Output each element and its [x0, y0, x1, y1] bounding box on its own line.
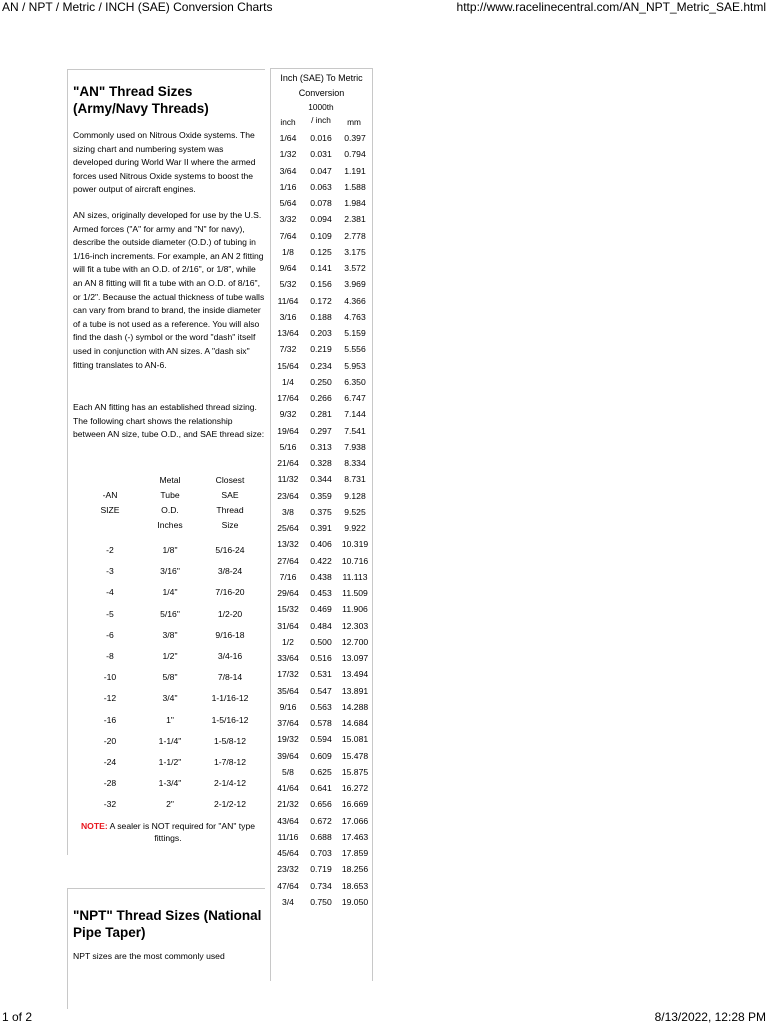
conversion-row [271, 426, 372, 442]
col-header-mm: mm [347, 117, 361, 127]
conversion-row [271, 409, 372, 425]
print-footer-datetime: 8/13/2022, 12:28 PM [654, 1010, 766, 1024]
fraction-cell: 27/64 [277, 555, 299, 566]
fraction-cell: 11/16 [277, 831, 299, 842]
tube-od-cell: 1-1/4" [158, 735, 182, 746]
sae-thread-cell: 7/16-20 [215, 587, 245, 598]
millimeter-cell: 12.303 [341, 620, 369, 631]
decimal-inch-cell: 0.141 [310, 263, 332, 273]
tube-od-cell: 5/16" [160, 608, 180, 619]
tube-od-cell: 1-3/4" [158, 778, 182, 789]
millimeter-cell: 11.906 [342, 604, 368, 615]
millimeter-cell: 4.366 [344, 295, 366, 306]
decimal-inch-cell: 0.750 [310, 896, 332, 907]
tube-od-cell: 1-1/2" [158, 757, 182, 767]
header-text: O.D. [161, 505, 179, 515]
decimal-inch-cell: 0.313 [310, 441, 332, 452]
decimal-inch-cell: 0.547 [310, 685, 332, 696]
fraction-cell: 3/16 [279, 311, 297, 322]
conversion-row [271, 783, 372, 799]
an-size-cell: -16 [103, 714, 117, 725]
millimeter-cell: 0.397 [344, 133, 366, 143]
millimeter-cell: 9.922 [344, 523, 366, 533]
millimeter-cell: 0.794 [344, 149, 366, 160]
thread-table-row [68, 587, 265, 608]
conversion-row [271, 556, 372, 572]
millimeter-cell: 15.875 [341, 766, 369, 777]
decimal-inch-cell: 0.328 [310, 458, 332, 468]
sae-thread-cell: 1-1/16-12 [211, 693, 249, 704]
col-header-thousandth [305, 101, 337, 127]
decimal-inch-cell: 0.625 [310, 766, 332, 777]
note-label: NOTE: [80, 821, 108, 831]
an-size-cell: -8 [106, 651, 114, 661]
fraction-cell: 33/64 [277, 653, 299, 663]
fraction-cell: 37/64 [277, 718, 299, 728]
conversion-row [271, 312, 372, 328]
header-text: Size [221, 520, 239, 530]
conversion-row [271, 361, 372, 377]
decimal-inch-cell: 0.563 [310, 701, 332, 712]
decimal-inch-cell: 0.406 [310, 539, 332, 550]
thread-table-row [68, 651, 265, 672]
conversion-row [271, 231, 372, 247]
fraction-cell: 31/64 [277, 620, 299, 631]
conversion-row [271, 751, 372, 767]
decimal-inch-cell: 0.031 [310, 149, 332, 160]
millimeter-cell: 13.891 [341, 685, 369, 696]
conversion-row [271, 799, 372, 815]
thread-table-row [68, 799, 265, 820]
decimal-inch-cell: 0.734 [310, 880, 332, 891]
millimeter-cell: 12.700 [341, 636, 369, 647]
conversion-row [271, 881, 372, 897]
tube-od-cell: 1/8" [162, 545, 178, 555]
an-sealer-note [73, 820, 263, 844]
fraction-cell: 13/32 [277, 539, 299, 550]
npt-section-title: "NPT" Thread Sizes (National Pipe Taper) [73, 908, 262, 940]
conversion-row [271, 214, 372, 230]
an-paragraph-3: Each AN fitting has an established thread sizing. The following chart shows the relationship between AN size, tube O.D., and SAE thread size: [73, 402, 265, 440]
fraction-cell: 41/64 [277, 783, 299, 793]
fraction-cell: 17/32 [277, 669, 299, 680]
millimeter-cell: 1.984 [344, 198, 366, 208]
conversion-row [271, 832, 372, 848]
an-size-cell: -32 [103, 799, 117, 810]
millimeter-cell: 14.288 [341, 701, 369, 712]
tube-od-cell: 3/4" [162, 693, 178, 704]
decimal-inch-cell: 0.672 [310, 815, 332, 826]
millimeter-cell: 11.509 [342, 588, 368, 598]
tube-od-header [148, 473, 192, 533]
millimeter-cell: 3.175 [344, 246, 366, 257]
conversion-row [271, 734, 372, 750]
fraction-cell: 5/16 [279, 441, 297, 452]
an-size-cell: -3 [106, 566, 114, 577]
an-size-cell: -5 [106, 608, 114, 619]
header-text: Closest [215, 475, 245, 485]
decimal-inch-cell: 0.656 [310, 799, 332, 810]
sae-thread-cell: 9/16-18 [215, 629, 245, 640]
decimal-inch-cell: 0.391 [310, 523, 332, 533]
decimal-inch-cell: 0.266 [310, 393, 332, 403]
conversion-row [271, 897, 372, 913]
millimeter-cell: 17.463 [341, 831, 369, 842]
an-size-cell: -2 [106, 545, 114, 555]
decimal-inch-cell: 0.250 [310, 376, 332, 387]
conversion-row [271, 588, 372, 604]
fraction-cell: 29/64 [277, 588, 299, 598]
fraction-cell: 3/4 [282, 896, 294, 907]
decimal-inch-cell: 0.234 [310, 360, 332, 371]
decimal-inch-cell: 0.609 [310, 750, 332, 761]
millimeter-cell: 18.256 [341, 864, 369, 875]
decimal-inch-cell: 0.703 [310, 848, 332, 858]
header-text: Inches [157, 520, 183, 530]
an-size-cell: -12 [103, 693, 117, 704]
conversion-row [271, 767, 372, 783]
an-size-cell: -6 [106, 629, 114, 640]
decimal-inch-cell: 0.359 [310, 490, 332, 501]
conversion-row [271, 507, 372, 523]
millimeter-cell: 16.272 [341, 783, 369, 793]
conversion-title-line: Inch (SAE) To Metric [280, 73, 363, 83]
fraction-cell: 1/32 [279, 149, 297, 160]
sae-thread-cell: 2-1/2-12 [213, 799, 246, 810]
millimeter-cell: 2.381 [344, 214, 366, 225]
fraction-cell: 11/32 [277, 474, 299, 485]
decimal-inch-cell: 0.516 [310, 653, 332, 663]
decimal-inch-cell: 0.016 [310, 133, 332, 143]
conversion-row [271, 166, 372, 182]
conversion-row [271, 491, 372, 507]
conversion-title-line: Conversion [298, 88, 345, 98]
decimal-inch-cell: 0.109 [310, 230, 332, 241]
millimeter-cell: 15.478 [341, 750, 369, 761]
decimal-inch-cell: 0.578 [310, 718, 332, 728]
thread-table-row [68, 672, 265, 693]
conversion-row [271, 263, 372, 279]
col-header-inch: inch [280, 117, 296, 127]
conversion-row [271, 816, 372, 832]
decimal-inch-cell: 0.094 [310, 214, 332, 225]
thread-table-row [68, 778, 265, 799]
millimeter-cell: 13.097 [341, 653, 369, 663]
an-paragraph-2: AN sizes, originally developed for use by the U.S. Armed forces ("A" for army and "N" for navy), describe the outside diameter (O.D.) of tubing in 1/16-inch increments. For example, an AN 2 fitting will fit a tube with an O.D. of 2/16", or 1/8", while an AN 8 fitting will fit a tube with an O.D. of 8/16", or 1/2". Because the actual thickness of tube walls can vary from brand to brand, the inside diameter of a tube is not used as a reference. You will also find the dash (-) symbol or the word "dash" itself used in conjunction with AN sizes. A "dash six" fitting translates to AN-6. [73, 210, 265, 370]
conversion-row [271, 247, 372, 263]
fraction-cell: 7/16 [279, 571, 297, 582]
fraction-cell: 43/64 [277, 815, 299, 826]
sae-thread-cell: 1-5/8-12 [213, 735, 246, 746]
header-text: 1000th [308, 102, 334, 112]
millimeter-cell: 3.572 [344, 263, 366, 273]
conversion-row [271, 702, 372, 718]
millimeter-cell: 14.684 [341, 718, 369, 728]
sae-thread-cell: 1/2-20 [217, 608, 243, 619]
header-text: SIZE [100, 505, 120, 515]
millimeter-cell: 10.716 [341, 555, 369, 566]
decimal-inch-cell: 0.469 [310, 604, 332, 615]
decimal-inch-cell: 0.297 [310, 425, 332, 436]
conversion-row [271, 344, 372, 360]
conversion-row [271, 296, 372, 312]
tube-od-cell: 3/8" [162, 629, 178, 640]
decimal-inch-cell: 0.219 [310, 344, 332, 355]
sae-thread-cell: 2-1/4-12 [213, 778, 246, 789]
decimal-inch-cell: 0.125 [310, 246, 332, 257]
thread-table-row [68, 609, 265, 630]
millimeter-cell: 7.541 [344, 425, 366, 436]
thread-table-row [68, 566, 265, 587]
conversion-row [271, 686, 372, 702]
an-size-cell: -4 [106, 587, 114, 598]
an-size-cell: -28 [103, 778, 117, 789]
fraction-cell: 19/32 [277, 734, 299, 745]
fraction-cell: 3/64 [279, 165, 297, 176]
fraction-cell: 19/64 [277, 425, 299, 436]
an-size-cell: -24 [103, 757, 117, 767]
header-text: Metal [159, 475, 181, 485]
millimeter-cell: 6.350 [344, 376, 366, 387]
tube-od-cell: 3/16" [160, 566, 180, 577]
conversion-row [271, 442, 372, 458]
tube-od-cell: 1" [166, 714, 174, 725]
inch-metric-conversion-table [270, 68, 373, 981]
decimal-inch-cell: 0.484 [310, 620, 332, 631]
fraction-cell: 13/64 [277, 328, 299, 338]
fraction-cell: 5/8 [282, 766, 294, 777]
tube-od-cell: 5/8" [162, 672, 178, 683]
header-text: Thread [216, 505, 244, 515]
fraction-cell: 1/64 [279, 133, 297, 143]
tube-od-cell: 1/4" [162, 587, 178, 598]
npt-intro-text: NPT sizes are the most commonly used [73, 951, 225, 961]
thread-table-row [68, 630, 265, 651]
fraction-cell: 23/32 [277, 864, 299, 875]
millimeter-cell: 5.953 [344, 360, 366, 371]
millimeter-cell: 6.747 [344, 393, 366, 403]
print-header-url[interactable]: http://www.racelinecentral.com/AN_NPT_Metric_SAE.html [456, 0, 766, 14]
fraction-cell: 7/32 [279, 344, 297, 355]
fraction-cell: 17/64 [277, 393, 299, 403]
millimeter-cell: 5.159 [344, 328, 366, 338]
npt-thread-section [67, 888, 265, 1009]
fraction-cell: 9/64 [279, 263, 297, 273]
millimeter-cell: 13.494 [341, 669, 369, 680]
conversion-row [271, 718, 372, 734]
decimal-inch-cell: 0.078 [310, 198, 332, 208]
fraction-cell: 23/64 [277, 490, 299, 501]
conversion-row [271, 621, 372, 637]
fraction-cell: 45/64 [277, 848, 299, 858]
fraction-cell: 21/64 [277, 458, 299, 468]
fraction-cell: 1/4 [282, 376, 294, 387]
millimeter-cell: 10.319 [341, 539, 369, 550]
decimal-inch-cell: 0.188 [310, 311, 332, 322]
conversion-row [271, 458, 372, 474]
millimeter-cell: 8.334 [344, 458, 366, 468]
fraction-cell: 25/64 [277, 523, 299, 533]
millimeter-cell: 17.859 [341, 848, 369, 858]
thread-table-row [68, 736, 265, 757]
fraction-cell: 35/64 [277, 685, 299, 696]
conversion-row [271, 653, 372, 669]
millimeter-cell: 8.731 [344, 474, 366, 485]
header-text: Tube [160, 490, 180, 500]
sae-thread-cell: 1-5/16-12 [211, 714, 249, 725]
millimeter-cell: 5.556 [344, 344, 366, 355]
an-size-cell: -20 [103, 735, 117, 746]
fraction-cell: 1/8 [282, 246, 294, 257]
print-header-title: AN / NPT / Metric / INCH (SAE) Conversion Charts [2, 0, 273, 14]
header-text: SAE [221, 490, 239, 500]
fraction-cell: 15/64 [277, 360, 299, 371]
decimal-inch-cell: 0.438 [310, 571, 332, 582]
conversion-row [271, 637, 372, 653]
sae-thread-cell: 3/8-24 [217, 566, 243, 577]
millimeter-cell: 2.778 [344, 230, 366, 241]
decimal-inch-cell: 0.719 [310, 864, 332, 875]
conversion-row [271, 393, 372, 409]
millimeter-cell: 1.588 [344, 181, 366, 192]
millimeter-cell: 19.050 [341, 896, 369, 907]
decimal-inch-cell: 0.375 [310, 506, 332, 517]
fraction-cell: 9/16 [279, 701, 297, 712]
an-size-header [88, 488, 132, 518]
conversion-row [271, 328, 372, 344]
fraction-cell: 1/16 [279, 181, 297, 192]
conversion-row [271, 149, 372, 165]
sae-thread-header [204, 473, 256, 533]
decimal-inch-cell: 0.641 [310, 783, 332, 793]
millimeter-cell: 16.669 [341, 799, 369, 810]
fraction-cell: 21/32 [277, 799, 299, 810]
millimeter-cell: 9.525 [344, 506, 366, 517]
decimal-inch-cell: 0.422 [310, 555, 332, 566]
fraction-cell: 47/64 [277, 880, 299, 891]
millimeter-cell: 7.144 [344, 409, 366, 420]
conversion-row [271, 864, 372, 880]
an-size-cell: -10 [103, 672, 117, 683]
decimal-inch-cell: 0.500 [310, 636, 332, 647]
decimal-inch-cell: 0.203 [310, 328, 332, 338]
decimal-inch-cell: 0.688 [310, 831, 332, 842]
an-paragraph-1: Commonly used on Nitrous Oxide systems. The sizing chart and numbering system was developed during World War II where the armed forces used Nitrous Oxide systems to boost the power output of aircraft engines. [73, 130, 256, 195]
decimal-inch-cell: 0.281 [310, 409, 332, 420]
millimeter-cell: 3.969 [344, 279, 366, 290]
conversion-title [271, 71, 372, 101]
decimal-inch-cell: 0.344 [310, 474, 332, 485]
fraction-cell: 3/32 [279, 214, 297, 225]
millimeter-cell: 1.191 [344, 165, 366, 176]
conversion-row [271, 572, 372, 588]
millimeter-cell: 9.128 [344, 490, 366, 501]
fraction-cell: 39/64 [277, 750, 299, 761]
millimeter-cell: 17.066 [341, 815, 369, 826]
millimeter-cell: 18.653 [341, 880, 369, 891]
an-section-title: "AN" Thread Sizes (Army/Navy Threads) [73, 84, 209, 116]
decimal-inch-cell: 0.156 [310, 279, 332, 290]
fraction-cell: 1/2 [282, 636, 294, 647]
millimeter-cell: 4.763 [344, 311, 366, 322]
header-text: / inch [311, 115, 331, 125]
fraction-cell: 5/64 [279, 198, 297, 208]
decimal-inch-cell: 0.453 [310, 588, 332, 598]
decimal-inch-cell: 0.047 [310, 165, 332, 176]
decimal-inch-cell: 0.063 [310, 181, 332, 192]
fraction-cell: 9/32 [279, 409, 297, 420]
an-thread-section [67, 69, 265, 855]
conversion-row [271, 474, 372, 490]
conversion-row [271, 539, 372, 555]
sae-thread-cell: 1-7/8-12 [213, 757, 246, 767]
thread-table-row [68, 545, 265, 566]
decimal-inch-cell: 0.594 [310, 734, 332, 745]
fraction-cell: 5/32 [279, 279, 297, 290]
note-text: A sealer is NOT required for "AN" type fittings. [107, 821, 256, 843]
fraction-cell: 7/64 [279, 230, 297, 241]
print-footer-page: 1 of 2 [2, 1010, 33, 1024]
conversion-row [271, 377, 372, 393]
millimeter-cell: 15.081 [341, 734, 369, 745]
sae-thread-cell: 3/4-16 [217, 651, 243, 661]
thread-table-row [68, 757, 265, 778]
fraction-cell: 11/64 [277, 295, 299, 306]
fraction-cell: 3/8 [282, 506, 294, 517]
conversion-row [271, 523, 372, 539]
header-text: -AN [102, 490, 118, 500]
conversion-row [271, 604, 372, 620]
thread-table-row [68, 693, 265, 714]
conversion-row [271, 133, 372, 149]
thread-table-row [68, 715, 265, 736]
sae-thread-cell: 7/8-14 [217, 672, 243, 683]
fraction-cell: 15/32 [277, 604, 299, 615]
decimal-inch-cell: 0.531 [310, 669, 332, 680]
tube-od-cell: 2" [166, 799, 174, 810]
millimeter-cell: 11.113 [342, 571, 368, 582]
tube-od-cell: 1/2" [162, 651, 178, 661]
conversion-row [271, 182, 372, 198]
decimal-inch-cell: 0.172 [310, 295, 332, 306]
conversion-row [271, 198, 372, 214]
sae-thread-cell: 5/16-24 [215, 545, 245, 555]
millimeter-cell: 7.938 [344, 441, 366, 452]
conversion-row [271, 279, 372, 295]
conversion-row [271, 848, 372, 864]
conversion-row [271, 669, 372, 685]
